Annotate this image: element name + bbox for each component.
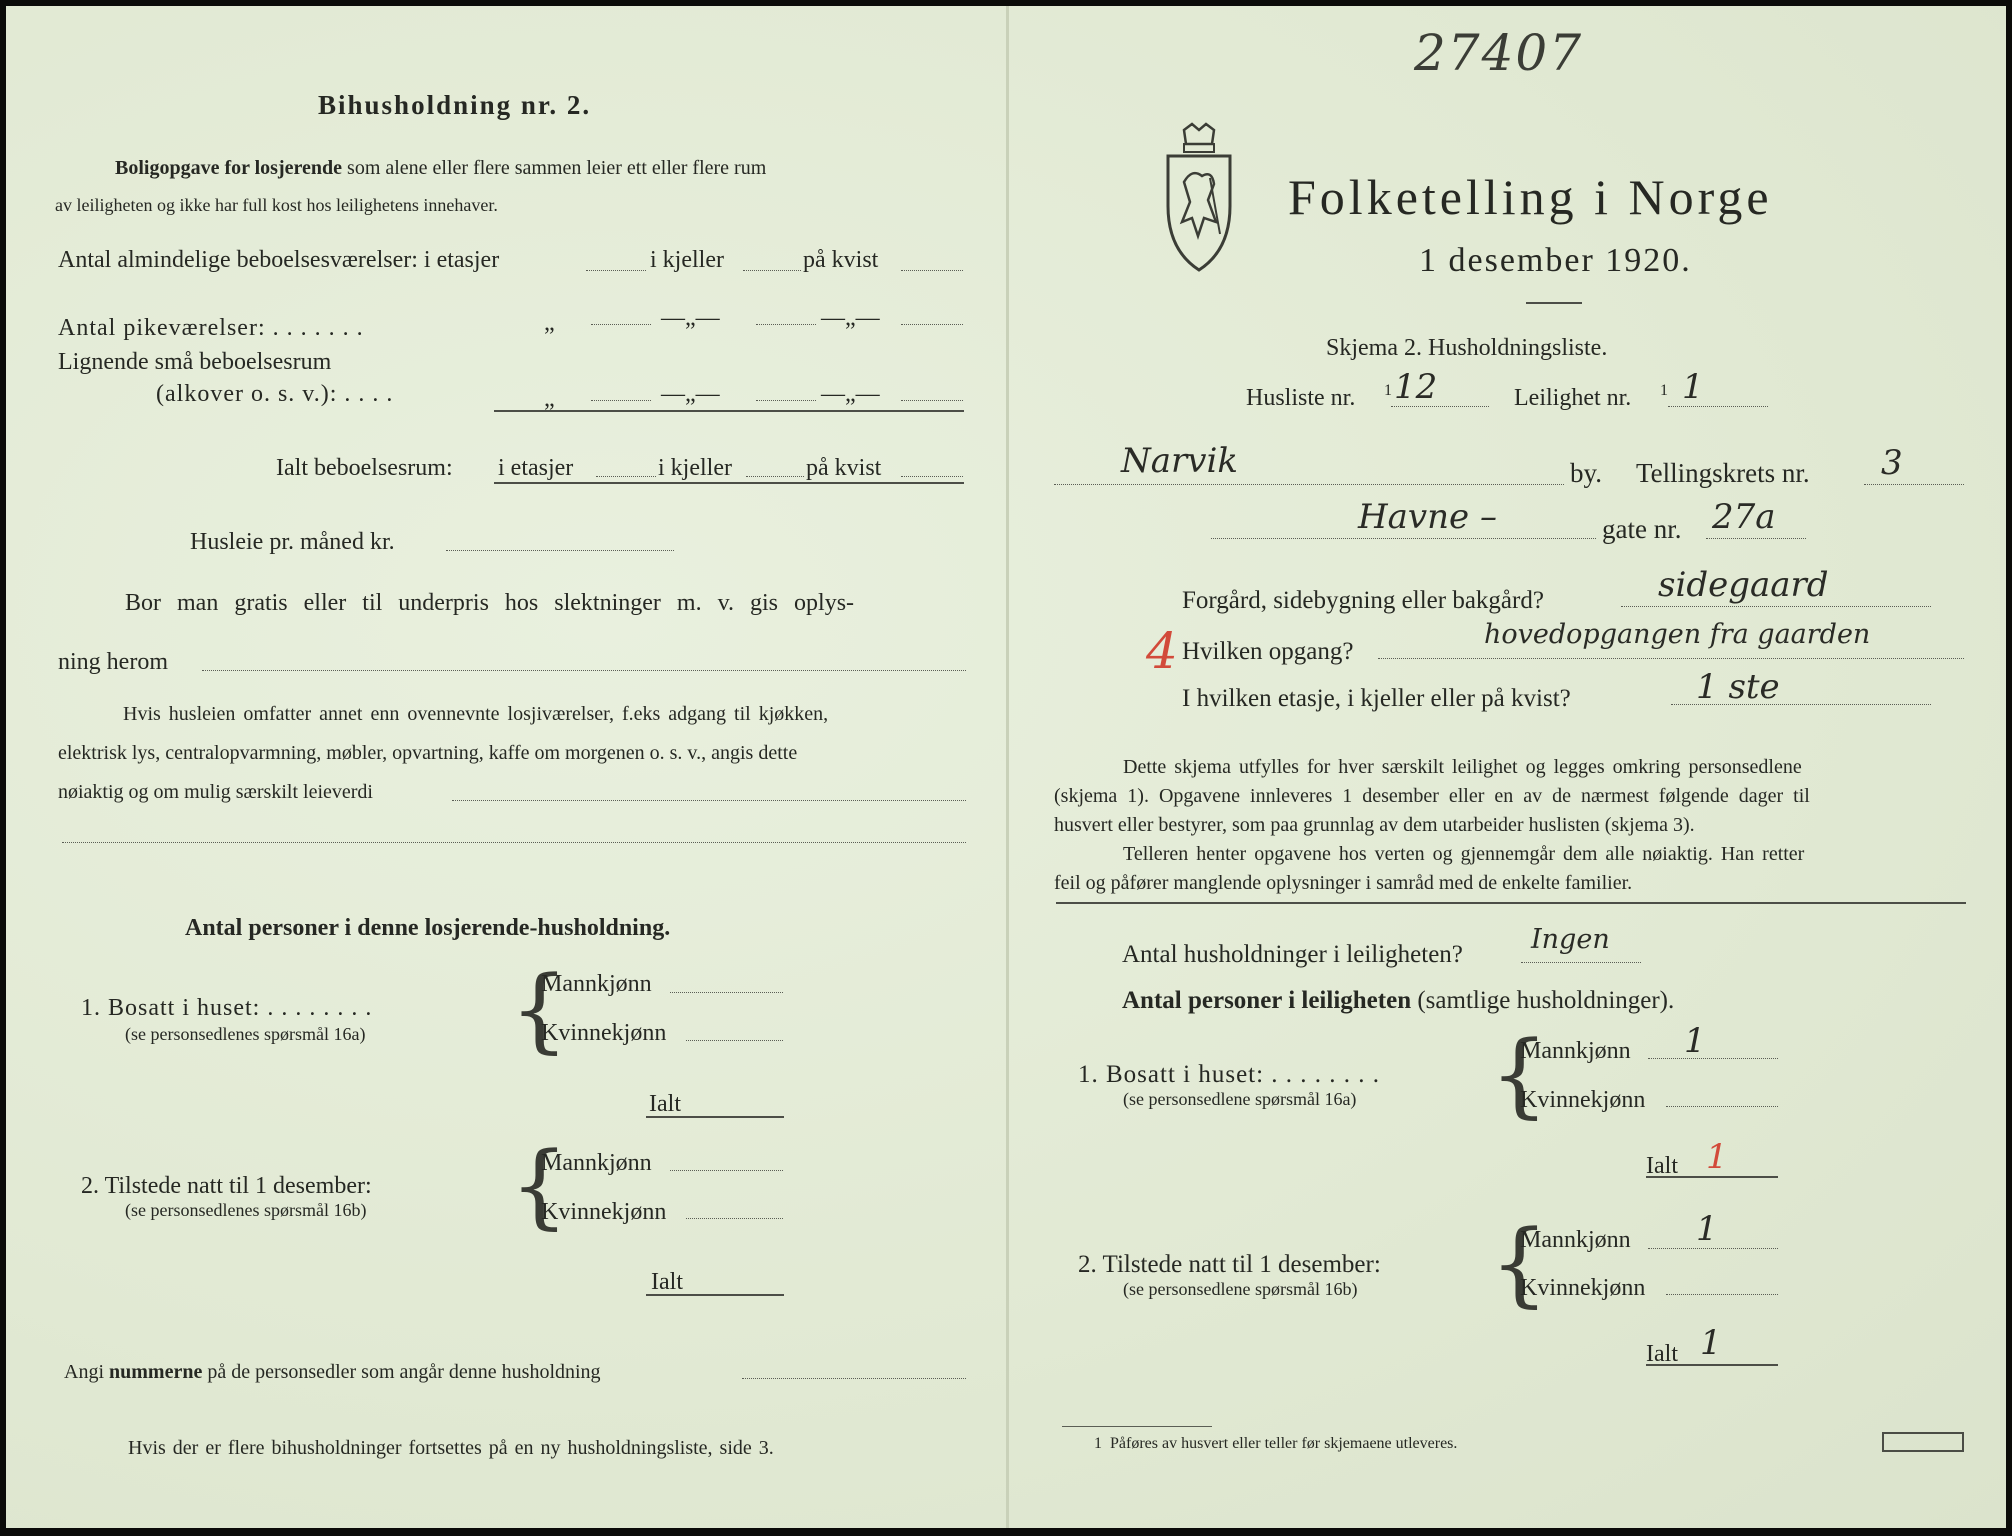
includes-extra-field[interactable] (62, 842, 966, 843)
krets-label: Tellingskrets nr. (1636, 458, 1810, 488)
floor-value[interactable]: 1 ste (1696, 667, 1780, 707)
person-numbers-field[interactable] (742, 1378, 966, 1379)
similar-rooms-label-2: (alkover o. s. v.): . . . . (156, 381, 394, 407)
archive-number: 27407 (1414, 24, 1584, 82)
similar-attic-field[interactable] (901, 400, 963, 401)
right-q2-total-field[interactable] (1646, 1364, 1778, 1366)
red-pencil-mark: 4 (1146, 622, 1178, 680)
right-q1-female-label: Kvinnekjønn (1520, 1087, 1646, 1113)
similar-rooms-label-1: Lignende små beboelsesrum (58, 349, 332, 375)
info-line-4: Telleren henter opgavene hos verten og gjennemgår dem alle nøiaktig. Han retter (1123, 843, 1805, 865)
right-q1-sub: (se personsedlene spørsmål 16a) (1123, 1089, 1357, 1109)
total-cellar-field[interactable] (746, 476, 804, 477)
includes-line-1: Hvis husleien omfatter annet enn ovennevnte losjiværelser, f.eks adgang til kjøkken, (123, 703, 829, 725)
total-cellar-label: i kjeller (658, 455, 732, 481)
street-value[interactable]: Havne – (1358, 497, 1497, 537)
intro-line-2: av leiligheten og ikke har full kost hos leilighetens innehaver. (55, 195, 498, 215)
maid-floors-field[interactable] (591, 324, 651, 325)
intro-line-1: Boligopgave for losjerende som alene eller flere sammen leier ett eller flere rum (115, 157, 767, 179)
left-q2-total-label: Ialt (651, 1269, 683, 1295)
info-line-2: (skjema 1). Opgavene innleveres 1 desember eller en av de nærmest følgende dager til (1054, 785, 1810, 807)
sum-rule (494, 410, 964, 412)
right-q2-brace: { (1490, 1210, 1549, 1317)
free-rent-line-1: Bor man gratis eller til underpris hos slektninger m. v. gis oplys- (125, 590, 855, 616)
left-q1-sub: (se personsedlenes spørsmål 16a) (125, 1024, 366, 1044)
coat-of-arms-icon (1162, 122, 1236, 274)
by-label: by. (1570, 458, 1602, 488)
leilighet-value[interactable]: 1 (1682, 367, 1704, 407)
households-label: Antal husholdninger i leiligheten? (1122, 941, 1463, 968)
rooms-cellar-field[interactable] (743, 270, 801, 271)
right-q1-total-value[interactable]: 1 (1706, 1137, 1728, 1177)
husliste-field[interactable] (1391, 406, 1489, 407)
husliste-value[interactable]: 12 (1394, 367, 1438, 407)
gate-value[interactable]: 27a (1712, 497, 1776, 537)
similar-cellar-field[interactable] (756, 400, 816, 401)
entrance-value[interactable]: hovedopgangen fra gaarden (1484, 619, 1871, 650)
leilighet-label: Leilighet nr. (1514, 385, 1632, 411)
left-persons-heading: Antal personer i denne losjerende-husholdning. (185, 915, 671, 941)
ditto-mark: —„— (821, 381, 880, 407)
info-line-1: Dette skjema utfylles for hver særskilt leilighet og legges omkring personsedlene (1123, 756, 1802, 778)
rooms-cellar-label: i kjeller (650, 247, 724, 273)
right-q2-total-label: Ialt (1646, 1341, 1678, 1367)
footnote-marker: 1 (1660, 382, 1668, 399)
street-field[interactable] (1211, 538, 1596, 539)
footnote-rule (1062, 1426, 1212, 1427)
page-fold (1006, 6, 1009, 1528)
similar-floors-field[interactable] (591, 400, 651, 401)
maid-cellar-field[interactable] (756, 324, 816, 325)
ditto-mark: „ (544, 310, 555, 336)
right-q1-male-value[interactable]: 1 (1684, 1021, 1706, 1061)
footnote-text: 1 Påføres av husvert eller teller før skjemaene utleveres. (1094, 1435, 1458, 1452)
info-line-3: husvert eller bestyrer, som paa grunnlag av dem utarbeider huslisten (skjema 3). (1054, 814, 1695, 836)
left-q2-sub: (se personsedlenes spørsmål 16b) (125, 1200, 367, 1220)
right-q2-male-value[interactable]: 1 (1696, 1209, 1718, 1249)
left-q2-male-label: Mannkjønn (541, 1150, 652, 1176)
rooms-attic-label: på kvist (803, 247, 879, 273)
entrance-field[interactable] (1378, 658, 1964, 659)
rent-field[interactable] (446, 550, 674, 551)
rooms-floors-field[interactable] (586, 270, 646, 271)
floor-field[interactable] (1671, 704, 1931, 705)
left-q1-male-field[interactable] (670, 992, 783, 993)
left-q1-brace: { (510, 956, 569, 1063)
ditto-mark: —„— (661, 381, 720, 407)
left-q2-female-field[interactable] (686, 1218, 783, 1219)
right-q1-label: 1. Bosatt i huset: . . . . . . . . (1078, 1061, 1381, 1088)
left-q1-female-label: Kvinnekjønn (541, 1020, 667, 1046)
right-q2-total-value[interactable]: 1 (1700, 1323, 1722, 1363)
left-q2-total-field[interactable] (646, 1294, 784, 1296)
total-floors-field[interactable] (596, 476, 656, 477)
left-q2-label: 2. Tilstede natt til 1 desember: (81, 1173, 372, 1199)
section-divider (1056, 902, 1966, 904)
right-q1-brace: { (1490, 1021, 1549, 1128)
includes-value-field[interactable] (452, 800, 966, 801)
krets-field[interactable] (1864, 484, 1964, 485)
households-value[interactable]: Ingen (1531, 924, 1610, 955)
yard-label: Forgård, sidebygning eller bakgård? (1182, 587, 1544, 614)
right-persons-heading: Antal personer i leiligheten (samtlige husholdninger). (1122, 987, 1675, 1014)
footnote-marker: 1 (1384, 382, 1392, 399)
right-q2-male-field[interactable] (1648, 1248, 1778, 1249)
right-q2-sub: (se personsedlene spørsmål 16b) (1123, 1279, 1358, 1299)
left-q1-female-field[interactable] (686, 1040, 783, 1041)
total-floors-label: i etasjer (498, 455, 574, 481)
left-page-title: Bihusholdning nr. 2. (318, 90, 592, 120)
left-q1-total-field[interactable] (646, 1116, 784, 1118)
free-rent-line-2: ning herom (58, 649, 168, 675)
right-q1-male-label: Mannkjønn (1520, 1038, 1631, 1064)
free-rent-field[interactable] (202, 670, 966, 671)
census-date: 1 desember 1920. (1419, 242, 1692, 279)
right-q1-male-field[interactable] (1648, 1058, 1778, 1059)
left-q2-male-field[interactable] (670, 1170, 783, 1171)
right-q2-male-label: Mannkjønn (1520, 1227, 1631, 1253)
person-numbers-label: Angi nummerne på de personsedler som angår denne husholdning (64, 1361, 601, 1383)
left-q2-brace: { (510, 1132, 569, 1239)
entrance-label: Hvilken opgang? (1182, 638, 1354, 665)
includes-line-2: elektrisk lys, centralopvarmning, møbler, opvartning, kaffe om morgenen o. s. v., angis dette (58, 742, 798, 764)
krets-value[interactable]: 3 (1881, 443, 1903, 483)
town-value[interactable]: Narvik (1121, 441, 1238, 481)
info-line-5: feil og påfører manglende oplysninger i samråd med de enkelte familier. (1054, 872, 1633, 894)
gate-label: gate nr. (1602, 514, 1682, 544)
right-q1-total-label: Ialt (1646, 1153, 1678, 1179)
left-q1-male-label: Mannkjønn (541, 971, 652, 997)
maid-rooms-label: Antal pikeværelser: . . . . . . . (58, 315, 364, 341)
left-q1-label: 1. Bosatt i huset: . . . . . . . . (81, 995, 373, 1021)
yard-field[interactable] (1621, 606, 1931, 607)
title-divider (1526, 302, 1582, 304)
yard-value[interactable]: sidegaard (1658, 565, 1829, 605)
printer-stamp (1882, 1432, 1964, 1452)
right-q2-female-field[interactable] (1666, 1294, 1778, 1295)
gate-field[interactable] (1706, 538, 1806, 539)
rooms-label: Antal almindelige beboelsesværelser: i etasjer (58, 247, 500, 273)
rooms-attic-field[interactable] (901, 270, 963, 271)
floor-label: I hvilken etasje, i kjeller eller på kvist? (1182, 685, 1571, 712)
total-attic-label: på kvist (806, 455, 882, 481)
ditto-mark: „ (544, 386, 555, 412)
ditto-mark: —„— (661, 305, 720, 331)
leilighet-field[interactable] (1668, 406, 1768, 407)
left-q1-total-label: Ialt (649, 1091, 681, 1117)
right-q1-female-field[interactable] (1666, 1106, 1778, 1107)
left-q2-female-label: Kvinnekjønn (541, 1199, 667, 1225)
husliste-label: Husliste nr. (1246, 385, 1356, 411)
schema-label: Skjema 2. Husholdningsliste. (1326, 335, 1608, 361)
ditto-mark: —„— (821, 305, 880, 331)
right-q2-label: 2. Tilstede natt til 1 desember: (1078, 1251, 1381, 1278)
more-households-note: Hvis der er flere bihusholdninger fortsettes på en ny husholdningsliste, side 3. (128, 1437, 774, 1459)
census-form-sheet (6, 6, 2006, 1528)
total-rooms-label: Ialt beboelsesrum: (276, 455, 453, 481)
right-q1-total-field[interactable] (1646, 1176, 1778, 1178)
maid-attic-field[interactable] (901, 324, 963, 325)
total-rule (494, 482, 964, 484)
households-field[interactable] (1521, 962, 1641, 963)
town-field[interactable] (1054, 484, 1564, 485)
right-q2-female-label: Kvinnekjønn (1520, 1275, 1646, 1301)
total-attic-field[interactable] (901, 476, 963, 477)
rent-label: Husleie pr. måned kr. (190, 529, 395, 555)
includes-line-3: nøiaktig og om mulig særskilt leieverdi (58, 781, 373, 803)
form-title: Folketelling i Norge (1288, 169, 1773, 225)
